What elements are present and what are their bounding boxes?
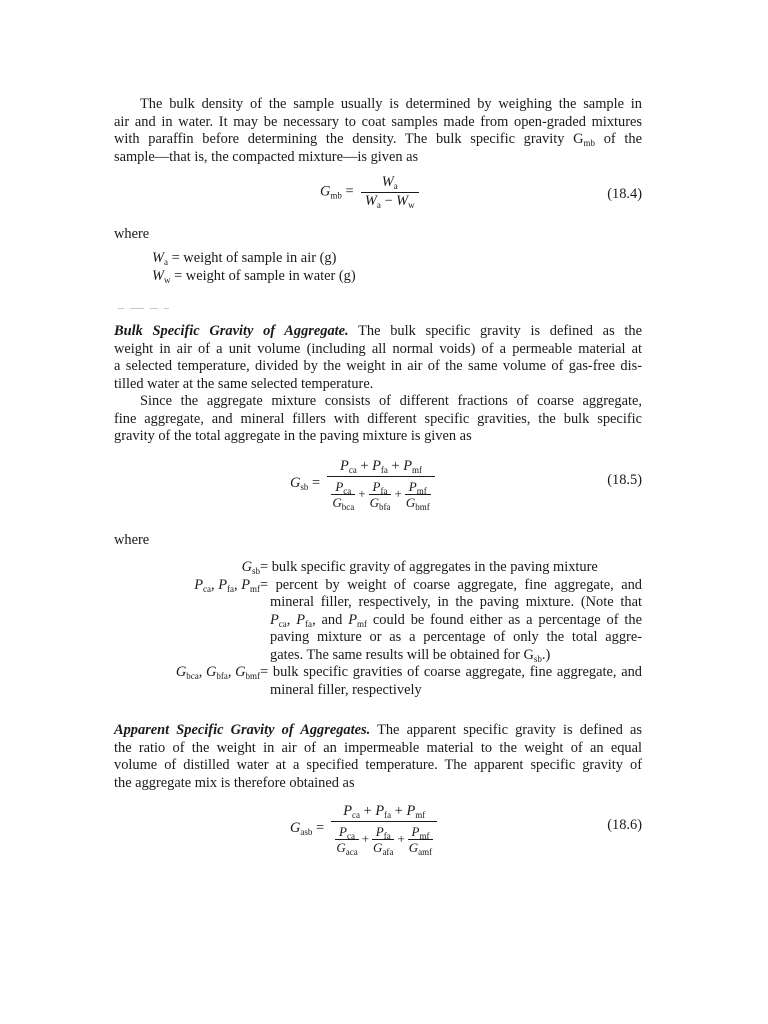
definition-item: $G_{bca}$, $G_{bfa}$, $G_{bmf}$ = bulk specific gravities of coarse aggregate, fine aggregate, and mineral filler, respectively bbox=[175, 664, 642, 698]
equation-18-4-body: $G_{mb}$ = $\frac{W_a}{W_a - W_w}$ bbox=[320, 174, 419, 210]
scan-smudge bbox=[118, 300, 188, 302]
apparent-line-4: the aggregate mix is therefore obtained as bbox=[114, 774, 355, 791]
bulk-line-3: a selected temperature, divided by the weight in air of the same volume of gas-free dis- bbox=[114, 358, 642, 374]
bulk-para2-line-1: Since the aggregate mixture consists of different fractions of coarse aggregate, bbox=[140, 393, 642, 409]
equation-number: (18.6) bbox=[607, 817, 642, 833]
apparent-specific-gravity-paragraph bbox=[114, 722, 642, 792]
definitions-list-2 bbox=[114, 559, 642, 699]
fraction: $\frac{W_a}{W_a - W_w}$ bbox=[361, 174, 419, 210]
bulk-para2-line-3: gravity of the total aggregate in the paving mixture is given as bbox=[114, 428, 472, 444]
definitions-list-1 bbox=[152, 250, 552, 285]
equation-18-5-body: $G_{sb}$ = $P_{ca} + P_{fa} + P_{mf}$ $\frac{P_{ca}}{G_{bca}}$ + $\frac{P_{fa}}{G_{bfa}}$ + $\frac{P_{mf}}{G_{bmf}}$ bbox=[290, 458, 435, 510]
section-heading: Bulk Specific Gravity of Aggregate. bbox=[114, 323, 349, 339]
definition-item: $W_w$ = weight of sample in water (g) bbox=[152, 267, 356, 285]
bulk-line-2: weight in air of a unit volume (including all normal voids) of a permeable material at bbox=[114, 340, 642, 357]
fraction: $P_{ca} + P_{fa} + P_{mf}$ $\frac{P_{ca}}{G_{bca}}$ + $\frac{P_{fa}}{G_{bfa}}$ + $\frac{P_{mf}}{G_{bmf}}$ bbox=[327, 458, 434, 510]
bulk-para2-line-2: fine aggregate, and mineral fillers with different specific gravities, the bulk specific bbox=[114, 410, 642, 427]
section-heading: Apparent Specific Gravity of Aggregates. bbox=[114, 722, 371, 738]
equation-number: (18.4) bbox=[607, 186, 642, 202]
equation-18-4 bbox=[114, 174, 642, 220]
equation-18-6-body: $G_{asb}$ = $P_{ca} + P_{fa} + P_{mf}$ $\frac{P_{ca}}{G_{aca}}$ + $\frac{P_{fa}}{G_{afa}}$ + $\frac{P_{mf}}{G_{amf}}$ bbox=[290, 803, 437, 855]
bulk-specific-gravity-paragraph bbox=[114, 323, 642, 446]
apparent-line-3: volume of distilled water at a specified temperature. The apparent specific gravity of bbox=[114, 757, 642, 773]
definition-item: $P_{ca}$, $P_{fa}$, $P_{mf}$ = percent by weight of coarse aggregate, fine aggregate, and mineral filler, respectively, in the paving mixture. (Note that $P_{ca}$, $P_{fa}$, and $P_{mf}$ could be found either as a percentage of the paving mixture or as a percentage of only the total aggre- gates. The same results will be obtained for $G_{sb}$.) bbox=[194, 576, 642, 664]
bulk-line-4: tilled water at the same selected temperature. bbox=[114, 375, 374, 392]
where-label: where bbox=[114, 532, 150, 548]
intro-line-3: with paraffin before determining the density. The bulk specific gravity $G_{mb}$ of the bbox=[114, 131, 642, 148]
definition-item: $G_{sb}$ = bulk specific gravity of aggregates in the paving mixture bbox=[241, 559, 598, 576]
intro-line-4: sample—that is, the compacted mixture—is given as bbox=[114, 148, 419, 165]
where-label: where bbox=[114, 226, 150, 242]
fraction: $P_{ca} + P_{fa} + P_{mf}$ $\frac{P_{ca}}{G_{aca}}$ + $\frac{P_{fa}}{G_{afa}}$ + $\frac{P_{mf}}{G_{amf}}$ bbox=[331, 803, 437, 855]
equation-18-5 bbox=[114, 458, 642, 524]
apparent-line-1: Apparent Specific Gravity of Aggregates. The apparent specific gravity is defined as bbox=[114, 722, 642, 738]
intro-line-2: air and in water. It may be necessary to coat samples made from open-graded mixtures bbox=[114, 113, 642, 130]
intro-paragraph bbox=[114, 96, 642, 166]
intro-line-1: The bulk density of the sample usually is determined by weighing the sample in bbox=[140, 96, 642, 112]
bulk-line-1: Bulk Specific Gravity of Aggregate. The bulk specific gravity is defined as the bbox=[114, 323, 642, 339]
apparent-line-2: the ratio of the weight in air of an impermeable material to the weight of an equal bbox=[114, 739, 642, 756]
equation-18-6 bbox=[114, 803, 642, 869]
definition-item: $W_a$ = weight of sample in air (g) bbox=[152, 250, 337, 267]
equation-number: (18.5) bbox=[607, 472, 642, 488]
